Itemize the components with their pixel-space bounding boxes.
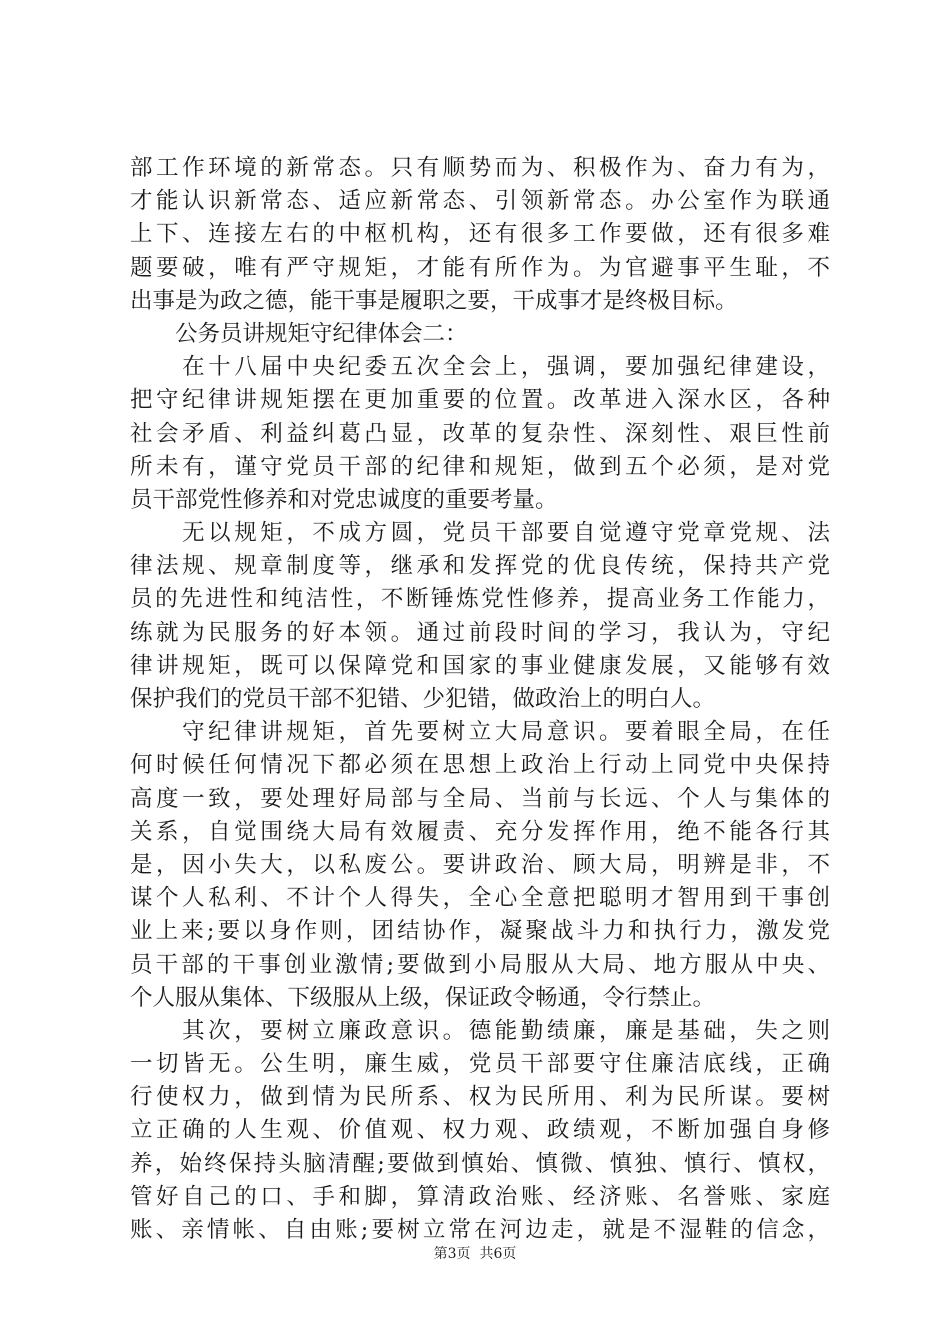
text-line: 部工作环境的新常态。只有顺势而为、积极作为、奋力有为， [130, 155, 830, 181]
text-line: 管好自己的口、手和脚，算清政治账、经济账、名誉账、家庭 [130, 1183, 830, 1210]
text-line: 高度一致，要处理好局部与全局、当前与长远、个人与集体的 [130, 785, 830, 812]
text-line: 出事是为政之德，能干事是履职之要，干成事才是终极目标。 [130, 287, 738, 314]
text-line: 律法规、规章制度等，继承和发挥党的优良传统，保持共产党 [130, 553, 830, 580]
text-line: 员的先进性和纯洁性，不断锤炼党性修养，提高业务工作能力， [130, 586, 830, 613]
document-body [130, 152, 830, 1247]
text-line: 才能认识新常态、适应新常态、引领新常态。办公室作为联通 [130, 188, 830, 215]
text-line: 谋个人私利、不计个人得失，全心全意把聪明才智用到干事创 [130, 885, 830, 912]
text-line: 所未有，谨守党员干部的纪律和规矩，做到五个必须，是对党 [130, 453, 830, 480]
text-line: 行使权力，做到情为民所系、权为民所用、利为民所谋。要树 [130, 1084, 830, 1111]
text-line: 何时候任何情况下都必须在思想上政治上行动上同党中央保持 [130, 752, 830, 779]
text-line: 题要破，唯有严守规矩，才能有所作为。为官避事平生耻，不 [130, 254, 830, 281]
text-line: 守纪律讲规矩，首先要树立大局意识。要着眼全局，在任 [130, 719, 830, 746]
text-line: 员干部党性修养和对党忠诚度的重要考量。 [130, 486, 558, 513]
text-line: 无以规矩，不成方圆，党员干部要自觉遵守党章党规、法 [130, 520, 830, 547]
text-line: 个人服从集体、下级服从上级，保证政令畅通，令行禁止。 [130, 984, 716, 1011]
text-line: 账、亲情帐、自由账;要树立常在河边走，就是不湿鞋的信念， [130, 1217, 830, 1243]
text-line: 业上来;要以身作则，团结协作，凝聚战斗力和执行力，激发党 [130, 918, 830, 945]
text-line: 是，因小失大，以私废公。要讲政治、顾大局，明辨是非，不 [130, 851, 830, 878]
text-line: 练就为民服务的好本领。通过前段时间的学习，我认为，守纪 [130, 619, 830, 646]
text-line: 养，始终保持头脑清醒;要做到慎始、慎微、慎独、慎行、慎权， [130, 1150, 830, 1177]
text-line: 保护我们的党员干部不犯错、少犯错，做政治上的明白人。 [130, 686, 716, 712]
text-line: 其次，要树立廉政意识。德能勤绩廉，廉是基础，失之则 [130, 1017, 830, 1044]
page-footer: 第3页 共6页 [433, 1246, 517, 1262]
text-line: 社会矛盾、利益纠葛凸显，改革的复杂性、深刻性、艰巨性前 [130, 420, 830, 447]
text-line: 关系，自觉围绕大局有效履责、充分发挥作用，绝不能各行其 [130, 818, 830, 845]
text-line: 一切皆无。公生明，廉生威，党员干部要守住廉洁底线，正确 [130, 1051, 830, 1078]
text-line: 律讲规矩，既可以保障党和国家的事业健康发展，又能够有效 [130, 652, 830, 679]
text-line: 把守纪律讲规矩摆在更加重要的位置。改革进入深水区，各种 [130, 387, 830, 414]
text-line: 员干部的干事创业激情;要做到小局服从大局、地方服从中央、 [130, 951, 830, 978]
text-line: 公务员讲规矩守纪律体会二： [130, 320, 468, 347]
text-line: 上下、连接左右的中枢机构，还有很多工作要做，还有很多难 [130, 221, 830, 248]
text-line: 在十八届中央纪委五次全会上，强调，要加强纪律建设， [130, 354, 830, 381]
text-line: 立正确的人生观、价值观、权力观、政绩观，不断加强自身修 [130, 1117, 830, 1144]
